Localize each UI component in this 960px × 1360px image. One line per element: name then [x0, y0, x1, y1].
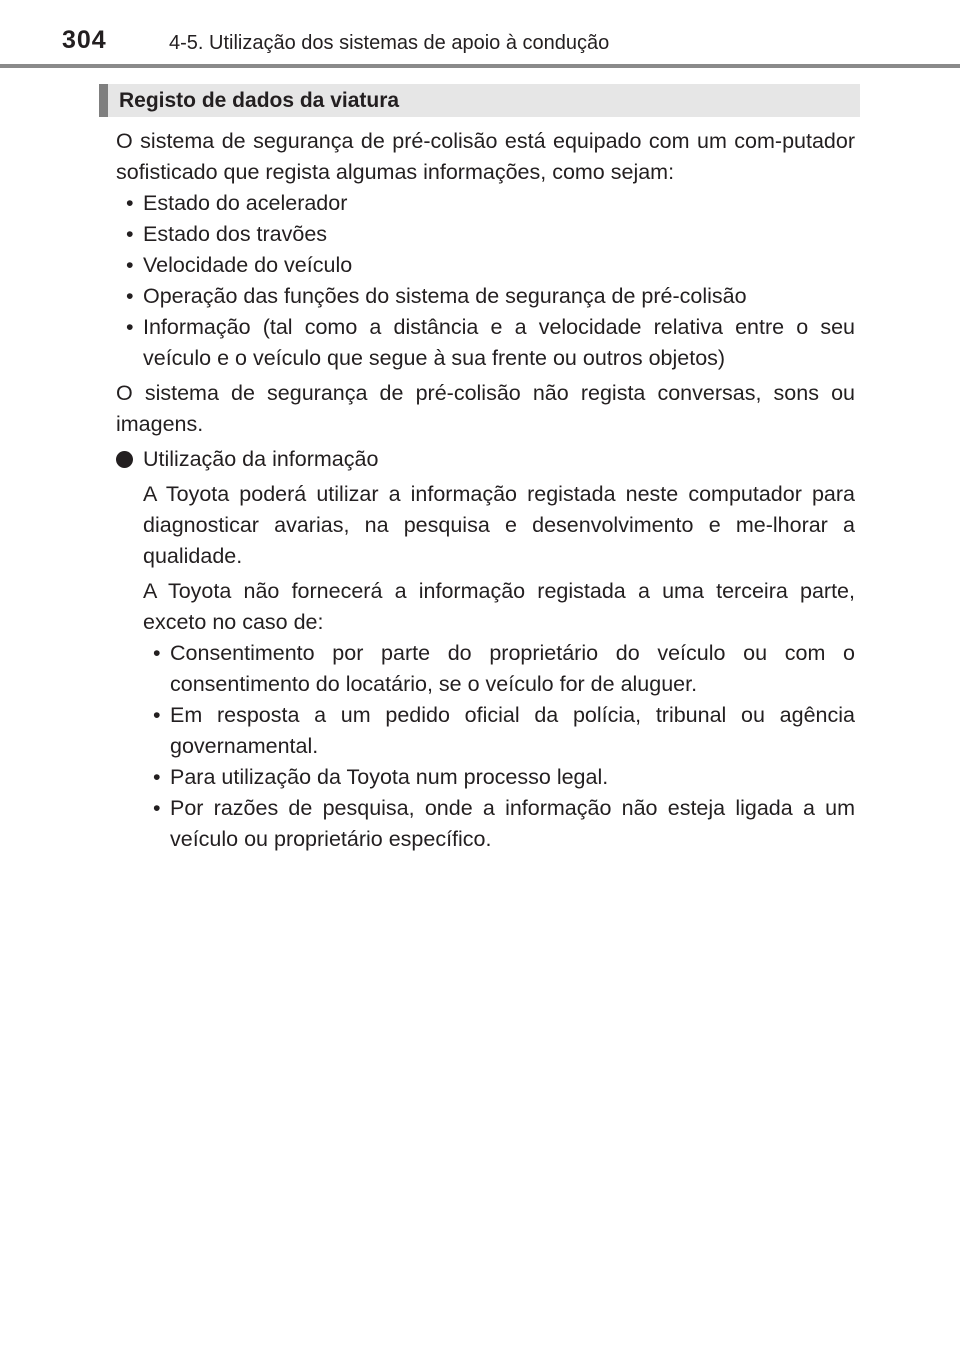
chapter-title: 4-5. Utilização dos sistemas de apoio à condução: [169, 32, 610, 54]
intro-paragraph: O sistema de segurança de pré-colisão está equipado com um com-putador sofisticado que regista algumas informações, como sejam:: [116, 129, 855, 184]
subheading: [116, 444, 855, 475]
usage-paragraph: A Toyota poderá utilizar a informação registada neste computador para diagnosticar avarias, na pesquisa e desenvolvimento e me-lhorar a qualidade.: [143, 482, 855, 568]
list-item: • Informação (tal como a distância e a velocidade relativa entre o seu veículo e o veículo que segue à sua frente ou outros objetos): [126, 315, 855, 370]
subsection-body: [116, 479, 855, 855]
list-item: • Consentimento por parte do proprietário do veículo ou com o consentimento do locatário, se o veículo for de aluguer.: [153, 641, 855, 696]
subheading-label: Utilização da informação: [143, 447, 379, 471]
disclosure-paragraph: A Toyota não fornecerá a informação registada a uma terceira parte, exceto no caso de:: [143, 579, 855, 634]
list-item: • Estado dos travões: [126, 222, 328, 246]
list-item: • Para utilização da Toyota num processo legal.: [153, 765, 609, 789]
header-divider: [0, 64, 960, 68]
bullet-dot-icon: [116, 451, 133, 468]
list-item: • Operação das funções do sistema de segurança de pré-colisão: [126, 284, 747, 308]
list-item: • Velocidade do veículo: [126, 253, 353, 277]
list-item: • Estado do acelerador: [126, 191, 348, 215]
list-item: • Em resposta a um pedido oficial da polícia, tribunal ou agência governamental.: [153, 703, 855, 758]
section-heading: [99, 84, 860, 117]
exceptions-list: [143, 638, 855, 855]
page-number: 304: [62, 26, 107, 54]
section-body: [116, 126, 855, 855]
list-item: • Por razões de pesquisa, onde a informação não esteja ligada a um veículo ou proprietário específico.: [153, 796, 855, 851]
section-title: Registo de dados da viatura: [119, 89, 400, 112]
note-paragraph: O sistema de segurança de pré-colisão não regista conversas, sons ou imagens.: [116, 381, 855, 436]
recorded-data-list: [116, 188, 855, 374]
